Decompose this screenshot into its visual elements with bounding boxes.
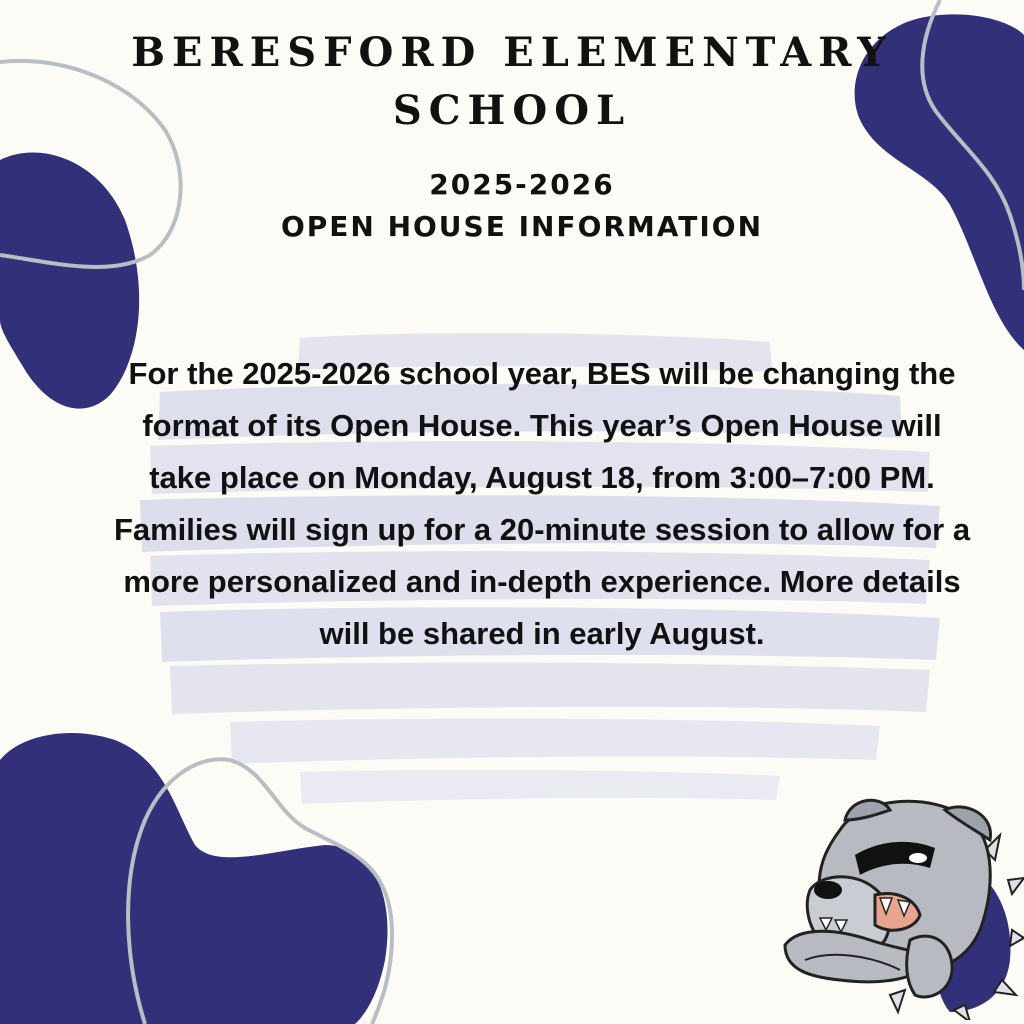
school-name: BERESFORD ELEMENTARY SCHOOL (131, 29, 893, 134)
school-year: 2025-2026 (429, 168, 615, 201)
announcement-text: For the 2025-2026 school year, BES will be changing the format of its Open House. This year’s Open House will take place on Monday, August 18, from 3:00–7:00 PM. Families will sign up for a 20-minute session to allow for a more personalized and in-depth experience. More details will be shared in early August. (113, 356, 971, 651)
page-title: OPEN HOUSE INFORMATION (280, 210, 764, 243)
bulldog-mascot-icon (780, 790, 1024, 1020)
subtitle (222, 164, 822, 248)
